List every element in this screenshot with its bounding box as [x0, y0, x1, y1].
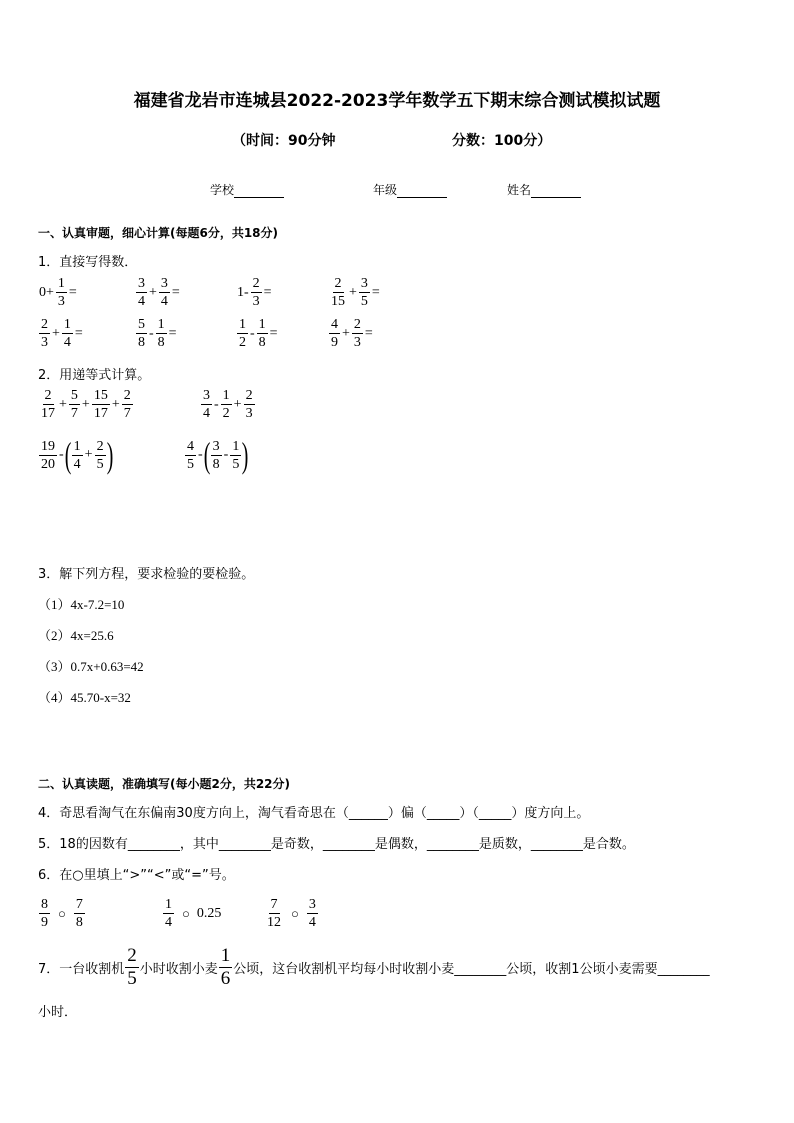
numerator: 3	[360, 276, 368, 291]
school-blank[interactable]	[234, 185, 284, 198]
operator: +	[111, 396, 120, 412]
decimal-value: 0.25	[196, 905, 222, 921]
q2-expression-4	[184, 437, 248, 473]
fraction	[352, 317, 363, 350]
fraction	[39, 439, 57, 472]
fraction	[244, 388, 255, 421]
grade-field	[373, 181, 447, 198]
denominator: 4	[73, 456, 81, 472]
name-label: 姓名	[507, 183, 532, 197]
fraction	[136, 276, 147, 309]
q2-expression-3	[38, 437, 113, 473]
operator: -	[214, 396, 219, 412]
fraction	[72, 439, 83, 472]
operator: -	[59, 447, 64, 462]
name-field	[507, 181, 581, 198]
q1-item	[328, 276, 381, 309]
exam-score: 分数：100分）	[452, 133, 552, 149]
numerator: 1	[239, 317, 246, 332]
denominator: 3	[252, 294, 260, 309]
fraction	[221, 388, 232, 421]
denominator: 6	[220, 968, 231, 989]
numerator: 1	[157, 317, 165, 332]
denominator: 2	[222, 406, 230, 421]
denominator: 3	[245, 406, 253, 421]
grade-blank[interactable]	[397, 185, 447, 198]
equals-sign: =	[269, 325, 278, 341]
denominator: 4	[63, 335, 71, 350]
right-paren: )	[106, 435, 113, 475]
q4-text: 4．奇思看淘气在东偏南30度方向上，淘气看奇思在（______）偏（_____）（_____）度方向上。	[38, 806, 590, 821]
equation-3: （3）0.7x+0.63=42	[38, 659, 144, 674]
fraction	[237, 317, 248, 350]
fraction	[39, 317, 50, 350]
numerator: 5	[138, 317, 145, 332]
fraction	[257, 317, 268, 350]
denominator: 17	[41, 406, 55, 421]
denominator: 2	[239, 335, 246, 350]
fraction	[163, 897, 174, 930]
numerator: 7	[270, 897, 278, 912]
operator: +	[59, 396, 67, 412]
denominator: 8	[157, 335, 165, 350]
equals-sign: =	[171, 284, 180, 300]
fraction	[359, 276, 370, 309]
fraction	[69, 388, 80, 421]
numerator: 1	[63, 317, 71, 332]
denominator: 3	[353, 335, 361, 350]
q7-line-2: 小时．	[38, 1005, 78, 1020]
fraction	[159, 276, 170, 309]
numerator: 3	[203, 388, 210, 403]
denominator: 3	[57, 294, 65, 309]
numerator: 1	[222, 388, 230, 403]
numerator: 15	[93, 388, 108, 403]
operator: +	[149, 284, 157, 300]
denominator: 5	[360, 294, 368, 309]
fraction	[219, 946, 233, 989]
denominator: 4	[160, 294, 168, 309]
denominator: 8	[258, 335, 266, 350]
compare-circle[interactable]: ○	[291, 905, 299, 921]
denominator: 9	[41, 915, 48, 930]
denominator: 12	[267, 915, 281, 930]
equals-sign: =	[68, 284, 77, 300]
equation-4: （4）45.70-x=32	[38, 690, 131, 705]
fraction	[39, 897, 50, 930]
q7-text: 公顷，这台收割机平均每小时收割小麦________公顷，收割1公顷小麦需要________	[233, 962, 710, 977]
denominator: 7	[70, 406, 78, 421]
left-paren: (	[203, 435, 210, 475]
operator: -	[250, 325, 255, 341]
fraction	[156, 317, 167, 350]
fraction	[92, 388, 110, 421]
operator: +	[342, 325, 350, 341]
q2-label: 2．用递等式计算。	[38, 368, 151, 383]
denominator: 4	[138, 294, 145, 309]
fraction	[251, 276, 262, 309]
q1-item	[135, 276, 181, 309]
q1-label: 1．直接写得数．	[38, 255, 138, 270]
operator: 1-	[237, 284, 249, 300]
fraction	[136, 317, 147, 350]
operator: +	[349, 284, 357, 300]
fraction	[329, 317, 340, 350]
numerator: 1	[165, 897, 172, 912]
equals-sign: =	[364, 325, 373, 341]
q5-text: 5．18的因数有________，其中________是奇数，________是偶数，________是质数，________是合数。	[38, 837, 635, 852]
numerator: 1	[220, 945, 231, 966]
fraction	[307, 897, 318, 930]
denominator: 4	[165, 915, 172, 930]
numerator: 8	[41, 897, 48, 912]
denominator: 8	[75, 915, 83, 930]
fraction	[62, 317, 73, 350]
numerator: 2	[123, 388, 131, 403]
denominator: 15	[331, 294, 345, 309]
q1-item	[38, 317, 84, 350]
q1-item	[135, 317, 178, 350]
q7-text: 小时收割小麦	[139, 962, 218, 977]
equals-sign: =	[371, 284, 380, 300]
numerator: 7	[75, 897, 83, 912]
fraction	[122, 388, 133, 421]
q6-compare-pair	[162, 897, 221, 930]
fraction	[74, 897, 85, 930]
denominator: 5	[127, 968, 137, 989]
numerator: 2	[127, 945, 137, 966]
denominator: 5	[96, 456, 104, 472]
compare-circle[interactable]: ○	[182, 905, 190, 921]
fraction	[265, 897, 283, 930]
equals-sign: =	[263, 284, 272, 300]
q1-item	[328, 317, 374, 350]
section2-heading: 二、认真读题，准确填写(每小题2分，共22分)	[38, 777, 291, 791]
right-paren: )	[242, 435, 249, 475]
q1-item	[236, 317, 279, 350]
numerator: 1	[73, 438, 81, 454]
q2-expression-1	[38, 388, 134, 421]
numerator: 1	[232, 438, 240, 454]
fraction	[56, 276, 67, 309]
name-blank[interactable]	[531, 185, 581, 198]
equals-sign: =	[74, 325, 83, 341]
numerator: 5	[70, 388, 78, 403]
numerator: 4	[187, 438, 194, 454]
q6-label: 6．在○里填上“>”“<”或“=”号。	[38, 868, 235, 883]
school-field	[210, 181, 284, 198]
numerator: 2	[252, 276, 260, 291]
denominator: 4	[203, 406, 210, 421]
denominator: 3	[41, 335, 48, 350]
q7-line-1	[38, 946, 710, 989]
numerator: 2	[41, 317, 48, 332]
numerator: 1	[57, 276, 65, 291]
operator: +	[233, 396, 242, 412]
denominator: 17	[93, 406, 108, 421]
compare-circle[interactable]: ○	[58, 905, 66, 921]
numerator: 3	[160, 276, 168, 291]
numerator: 3	[212, 438, 220, 454]
fraction	[211, 439, 222, 472]
numerator: 19	[41, 438, 55, 454]
numerator: 2	[44, 388, 52, 403]
grade-label: 年级	[373, 183, 398, 197]
q3-label: 3．解下列方程，要求检验的要检验。	[38, 567, 255, 582]
q6-compare-pair	[264, 897, 319, 930]
q2-expression-2	[200, 388, 256, 421]
exam-time: （时间：90分钟	[232, 133, 336, 149]
left-paren: (	[64, 435, 71, 475]
numerator: 2	[245, 388, 253, 403]
fraction	[95, 439, 106, 472]
page-title: 福建省龙岩市连城县2022-2023学年数学五下期末综合测试模拟试题	[133, 91, 661, 111]
denominator: 5	[232, 456, 240, 472]
numerator: 2	[96, 438, 104, 454]
operator: +	[81, 396, 90, 412]
denominator: 20	[41, 456, 55, 472]
fraction	[125, 946, 139, 989]
numerator: 2	[334, 276, 342, 291]
numerator: 4	[331, 317, 338, 332]
equals-sign: =	[168, 325, 177, 341]
q7-text: 7．一台收割机	[38, 962, 125, 977]
q1-item	[236, 276, 273, 309]
operator: 0+	[39, 284, 54, 300]
section1-heading: 一、认真审题，细心计算(每题6分，共18分)	[38, 226, 279, 240]
denominator: 4	[308, 915, 316, 930]
equation-1: （1）4x-7.2=10	[38, 597, 125, 612]
fraction	[230, 439, 241, 472]
denominator: 8	[212, 456, 220, 472]
numerator: 3	[308, 897, 316, 912]
operator: -	[149, 325, 154, 341]
operator: -	[198, 447, 203, 462]
fraction	[39, 388, 57, 421]
q1-item	[38, 276, 78, 309]
operator: +	[52, 325, 60, 341]
fraction	[329, 276, 347, 309]
denominator: 5	[187, 456, 194, 472]
numerator: 2	[353, 317, 361, 332]
numerator: 3	[138, 276, 145, 291]
fraction	[185, 439, 196, 472]
q6-compare-pair	[38, 897, 86, 930]
school-label: 学校	[210, 183, 235, 197]
numerator: 1	[258, 317, 266, 332]
operator: -	[223, 447, 229, 462]
denominator: 7	[123, 406, 131, 421]
denominator: 8	[138, 335, 145, 350]
denominator: 9	[331, 335, 338, 350]
equation-2: （2）4x=25.6	[38, 628, 114, 643]
operator: +	[84, 447, 93, 462]
fraction	[201, 388, 212, 421]
